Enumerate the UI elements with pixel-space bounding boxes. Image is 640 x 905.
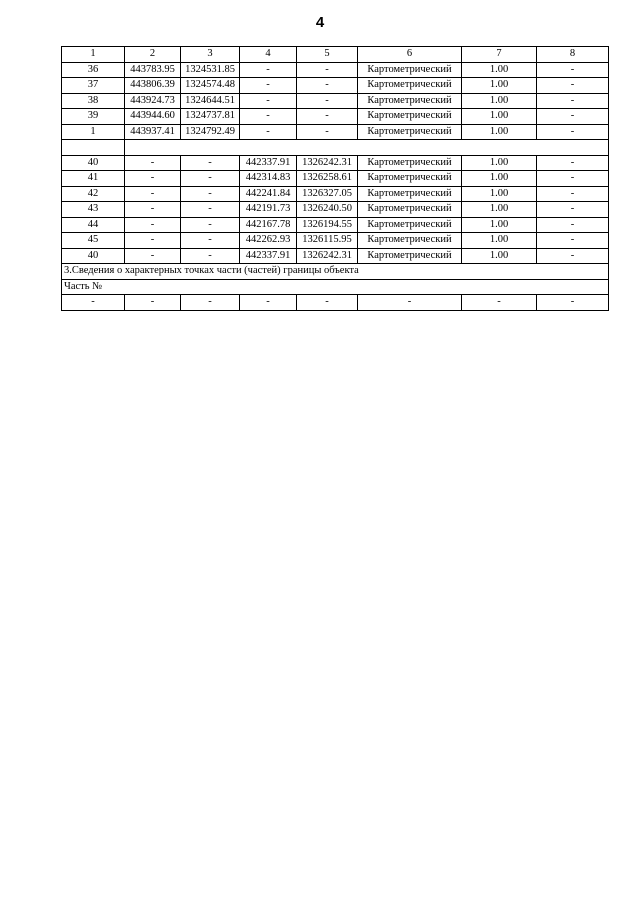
table-cell: - [125, 248, 181, 264]
table-cell: 443937.41 [125, 124, 181, 140]
table-cell: 44 [62, 217, 125, 233]
table-cell: 41 [62, 171, 125, 187]
table-row [62, 62, 609, 78]
table-cell: - [462, 295, 537, 311]
table-cell: 443944.60 [125, 109, 181, 125]
table-row [62, 109, 609, 125]
empty-cell [62, 140, 125, 156]
table-cell: 443806.39 [125, 78, 181, 94]
table-cell: - [537, 171, 609, 187]
table-cell: - [125, 202, 181, 218]
table-cell: 4 [240, 47, 297, 63]
table-cell: 1326242.31 [297, 248, 358, 264]
table-cell: 1324737.81 [181, 109, 240, 125]
table-row [62, 295, 609, 311]
table-cell: 6 [358, 47, 462, 63]
table-cell: 1324574.48 [181, 78, 240, 94]
table-cell: - [181, 295, 240, 311]
table-cell: Картометрический [358, 248, 462, 264]
section-cell: Часть № [62, 279, 609, 295]
table-cell: 1326327.05 [297, 186, 358, 202]
table-cell: 42 [62, 186, 125, 202]
table-row [62, 93, 609, 109]
table-cell: Картометрический [358, 202, 462, 218]
table-cell: Картометрический [358, 62, 462, 78]
table-cell: 1.00 [462, 155, 537, 171]
table-cell: 1324792.49 [181, 124, 240, 140]
table-cell: - [181, 217, 240, 233]
table-cell: Картометрический [358, 171, 462, 187]
table-cell: 1.00 [462, 186, 537, 202]
table-row [62, 171, 609, 187]
coordinates-table-body [62, 47, 609, 311]
table-cell: 1.00 [462, 171, 537, 187]
table-cell: - [537, 109, 609, 125]
table-header-row [62, 47, 609, 63]
table-cell: - [181, 186, 240, 202]
table-cell: 1326242.31 [297, 155, 358, 171]
table-cell: - [125, 295, 181, 311]
table-cell: 1.00 [462, 93, 537, 109]
table-cell: 36 [62, 62, 125, 78]
table-cell: 1326115.95 [297, 233, 358, 249]
empty-cell [125, 140, 609, 156]
coordinates-table [61, 46, 609, 311]
table-cell: - [240, 295, 297, 311]
table-cell: - [240, 93, 297, 109]
section-title-row [62, 264, 609, 280]
table-cell: - [537, 233, 609, 249]
table-cell: 1324531.85 [181, 62, 240, 78]
table-cell: - [181, 248, 240, 264]
table-cell: 7 [462, 47, 537, 63]
table-cell: - [537, 124, 609, 140]
table-cell: 1.00 [462, 62, 537, 78]
table-row [62, 217, 609, 233]
table-cell: - [537, 93, 609, 109]
table-cell: - [537, 62, 609, 78]
table-cell: - [240, 78, 297, 94]
table-cell: - [537, 202, 609, 218]
table-cell: 442241.84 [240, 186, 297, 202]
table-cell: 1.00 [462, 78, 537, 94]
table-cell: - [297, 124, 358, 140]
table-cell: - [125, 233, 181, 249]
table-cell: 1.00 [462, 124, 537, 140]
table-cell: 40 [62, 155, 125, 171]
table-cell: 1 [62, 124, 125, 140]
table-cell: 1326240.50 [297, 202, 358, 218]
table-cell: 2 [125, 47, 181, 63]
table-cell: Картометрический [358, 93, 462, 109]
table-cell: Картометрический [358, 217, 462, 233]
table-cell: - [181, 155, 240, 171]
table-cell: 442191.73 [240, 202, 297, 218]
table-cell: Картометрический [358, 124, 462, 140]
table-cell: - [537, 295, 609, 311]
table-cell: 1324644.51 [181, 93, 240, 109]
table-row [62, 186, 609, 202]
table-cell: 1.00 [462, 233, 537, 249]
table-cell: 1.00 [462, 248, 537, 264]
table-cell: - [297, 109, 358, 125]
table-cell: 442337.91 [240, 248, 297, 264]
table-cell: 442314.83 [240, 171, 297, 187]
table-cell: Картометрический [358, 233, 462, 249]
table-cell: - [297, 78, 358, 94]
table-cell: - [181, 171, 240, 187]
table-cell: - [125, 186, 181, 202]
table-cell: - [240, 109, 297, 125]
table-cell: 40 [62, 248, 125, 264]
table-cell: - [537, 155, 609, 171]
table-cell: 39 [62, 109, 125, 125]
table-row [62, 202, 609, 218]
table-row [62, 233, 609, 249]
table-row [62, 155, 609, 171]
table-cell: 1.00 [462, 109, 537, 125]
table-cell: Картометрический [358, 78, 462, 94]
table-cell: - [240, 124, 297, 140]
table-cell: 45 [62, 233, 125, 249]
table-cell: - [240, 62, 297, 78]
table-cell: - [125, 155, 181, 171]
table-cell: 37 [62, 78, 125, 94]
table-cell: - [297, 62, 358, 78]
table-cell: 442262.93 [240, 233, 297, 249]
table-cell: - [181, 233, 240, 249]
table-cell: - [181, 202, 240, 218]
table-cell: Картометрический [358, 109, 462, 125]
table-cell: 442167.78 [240, 217, 297, 233]
table-row [62, 124, 609, 140]
table-cell: - [537, 78, 609, 94]
table-cell: - [537, 248, 609, 264]
table-row [62, 248, 609, 264]
table-cell: 3 [181, 47, 240, 63]
table-cell: - [62, 295, 125, 311]
part-label-row [62, 279, 609, 295]
table-cell: 1326194.55 [297, 217, 358, 233]
table-cell: 1326258.61 [297, 171, 358, 187]
table-cell: 1.00 [462, 217, 537, 233]
table-cell: - [125, 171, 181, 187]
table-cell: 38 [62, 93, 125, 109]
table-cell: Картометрический [358, 186, 462, 202]
table-cell: - [297, 93, 358, 109]
table-cell: 443783.95 [125, 62, 181, 78]
table-cell: - [537, 217, 609, 233]
page-number: 4 [315, 14, 325, 31]
table-cell: Картометрический [358, 155, 462, 171]
table-cell: 442337.91 [240, 155, 297, 171]
table-cell: 1.00 [462, 202, 537, 218]
table-cell: 43 [62, 202, 125, 218]
section-cell: 3.Сведения о характерных точках части (частей) границы объекта [62, 264, 609, 280]
table-cell: 8 [537, 47, 609, 63]
table-cell: - [297, 295, 358, 311]
table-cell: 1 [62, 47, 125, 63]
table-row [62, 78, 609, 94]
table-cell: - [358, 295, 462, 311]
table-cell: - [125, 217, 181, 233]
table-cell: 5 [297, 47, 358, 63]
table-cell: - [537, 186, 609, 202]
separator-row [62, 140, 609, 156]
table-cell: 443924.73 [125, 93, 181, 109]
